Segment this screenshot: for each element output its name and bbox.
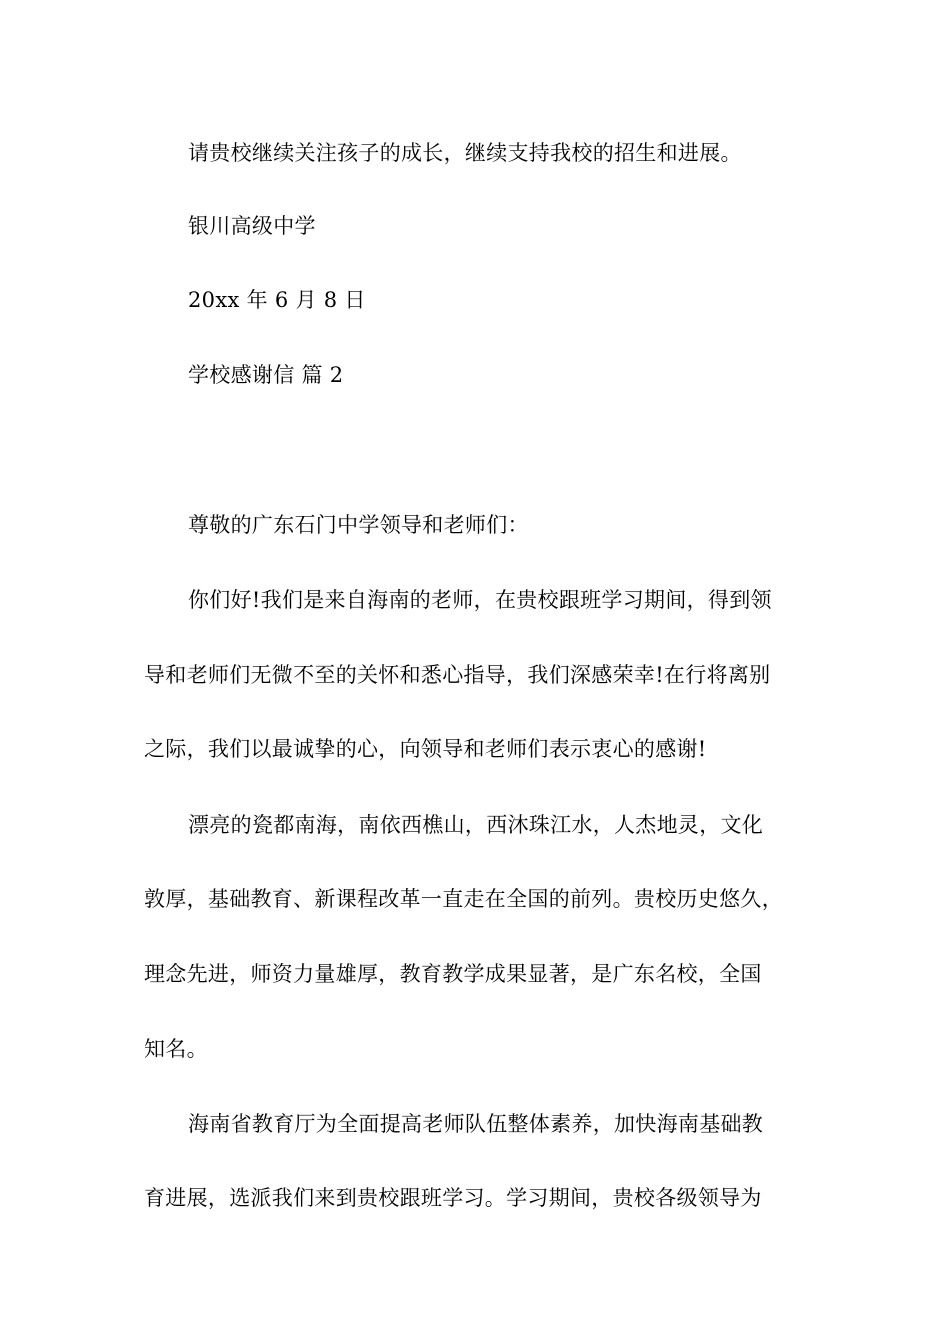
paragraph-2-line-3: 理念先进，师资力量雄厚，教育教学成果显著，是广东名校，全国 (144, 962, 762, 986)
paragraph-2-line-1: 漂亮的瓷都南海，南依西樵山，西沐珠江水，人杰地灵，文化 (188, 813, 764, 837)
paragraph-2-line-4: 知名。 (144, 1037, 208, 1061)
closing-paragraph: 请贵校继续关注孩子的成长，继续支持我校的招生和进展。 (188, 141, 742, 165)
salutation: 尊敬的广东石门中学领导和老师们： (188, 513, 529, 537)
section-heading: 学校感谢信 篇 2 (188, 363, 344, 387)
paragraph-3-line-1: 海南省教育厅为全面提高老师队伍整体素养，加快海南基础教 (188, 1112, 764, 1136)
paragraph-1-line-1: 你们好!我们是来自海南的老师，在贵校跟班学习期间，得到领 (188, 588, 772, 612)
paragraph-3-line-2: 育进展，选派我们来到贵校跟班学习。学习期间，贵校各级领导为 (144, 1186, 762, 1210)
paragraph-1-line-3: 之际，我们以最诚挚的心，向领导和老师们表示衷心的感谢! (144, 737, 707, 761)
signature-school: 银川高级中学 (188, 214, 316, 238)
paragraph-1-line-2: 导和老师们无微不至的关怀和悉心指导，我们深感荣幸!在行将离别 (144, 663, 771, 687)
signature-date: 20xx 年 6 月 8 日 (188, 288, 366, 312)
paragraph-2-line-2: 敦厚，基础教育、新课程改革一直走在全国的前列。贵校历史悠久， (144, 887, 783, 911)
